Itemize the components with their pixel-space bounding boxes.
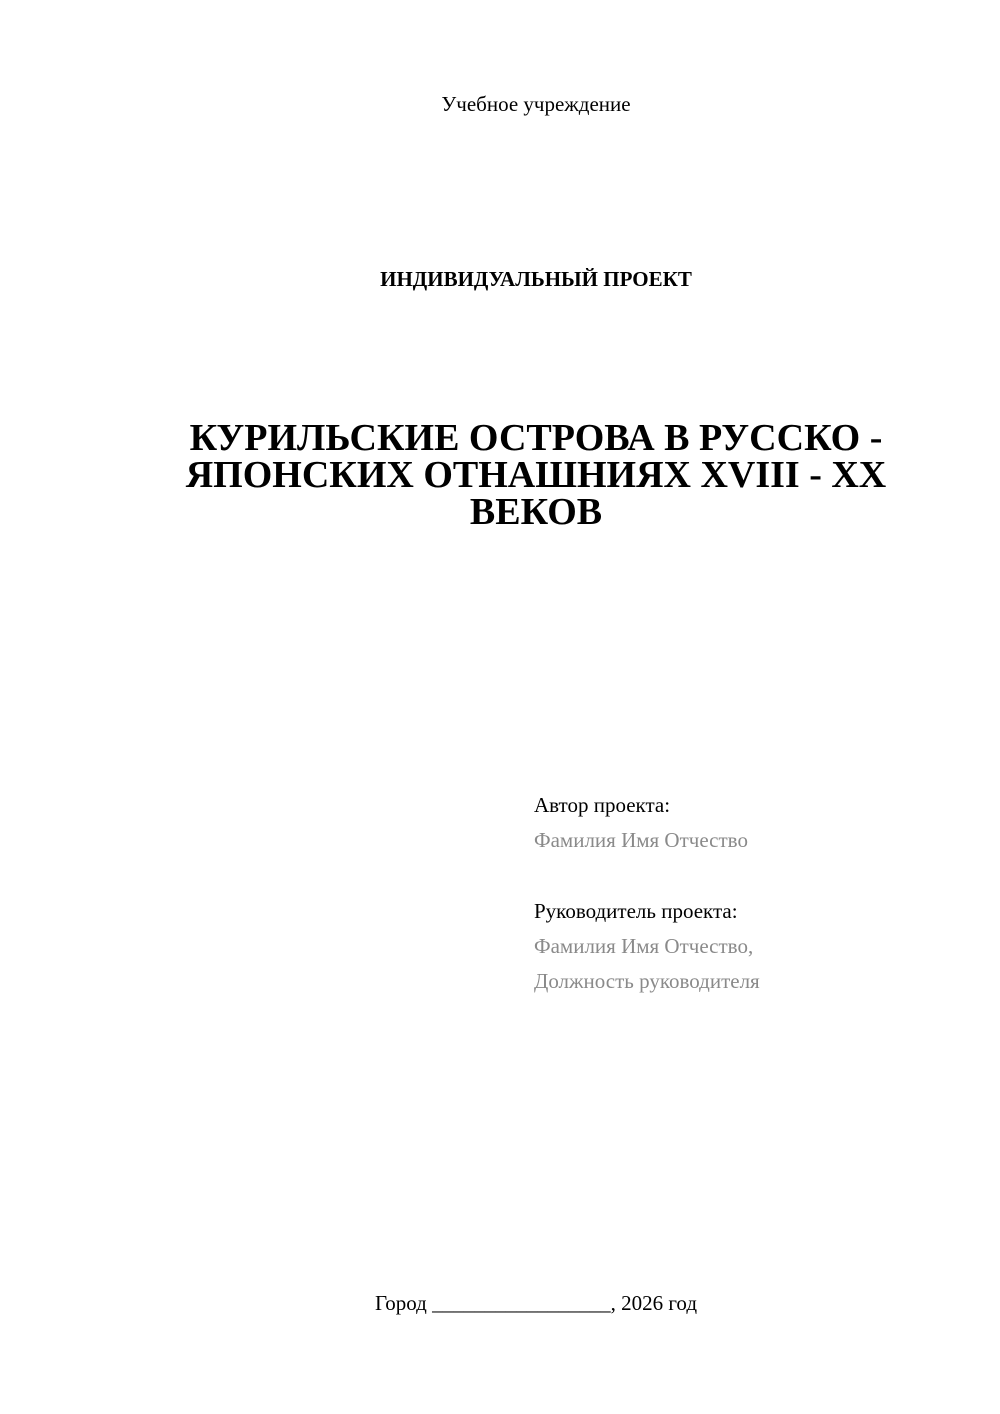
authors-block bbox=[534, 788, 974, 999]
institution-name: Учебное учреждение bbox=[441, 92, 631, 116]
author-name: Фамилия Имя Отчество bbox=[534, 828, 748, 852]
supervisor-position: Должность руководителя bbox=[534, 969, 760, 993]
supervisor-name: Фамилия Имя Отчество, bbox=[534, 934, 754, 958]
project-title-line-2: ЯПОНСКИХ ОТНАШНИЯХ XVIII - XX bbox=[185, 454, 887, 496]
authors-spacer bbox=[534, 858, 974, 894]
project-title-line-1: КУРИЛЬСКИЕ ОСТРОВА В РУССКО - bbox=[189, 417, 883, 459]
project-title-line-3: ВЕКОВ bbox=[469, 491, 603, 533]
project-title bbox=[100, 417, 972, 533]
author-label: Автор проекта: bbox=[534, 793, 671, 817]
supervisor-label: Руководитель проекта: bbox=[534, 899, 738, 923]
project-type-heading: ИНДИВИДУАЛЬНЫЙ ПРОЕКТ bbox=[380, 267, 692, 291]
city-year-line: Город _________________, 2026 год bbox=[374, 1291, 698, 1315]
